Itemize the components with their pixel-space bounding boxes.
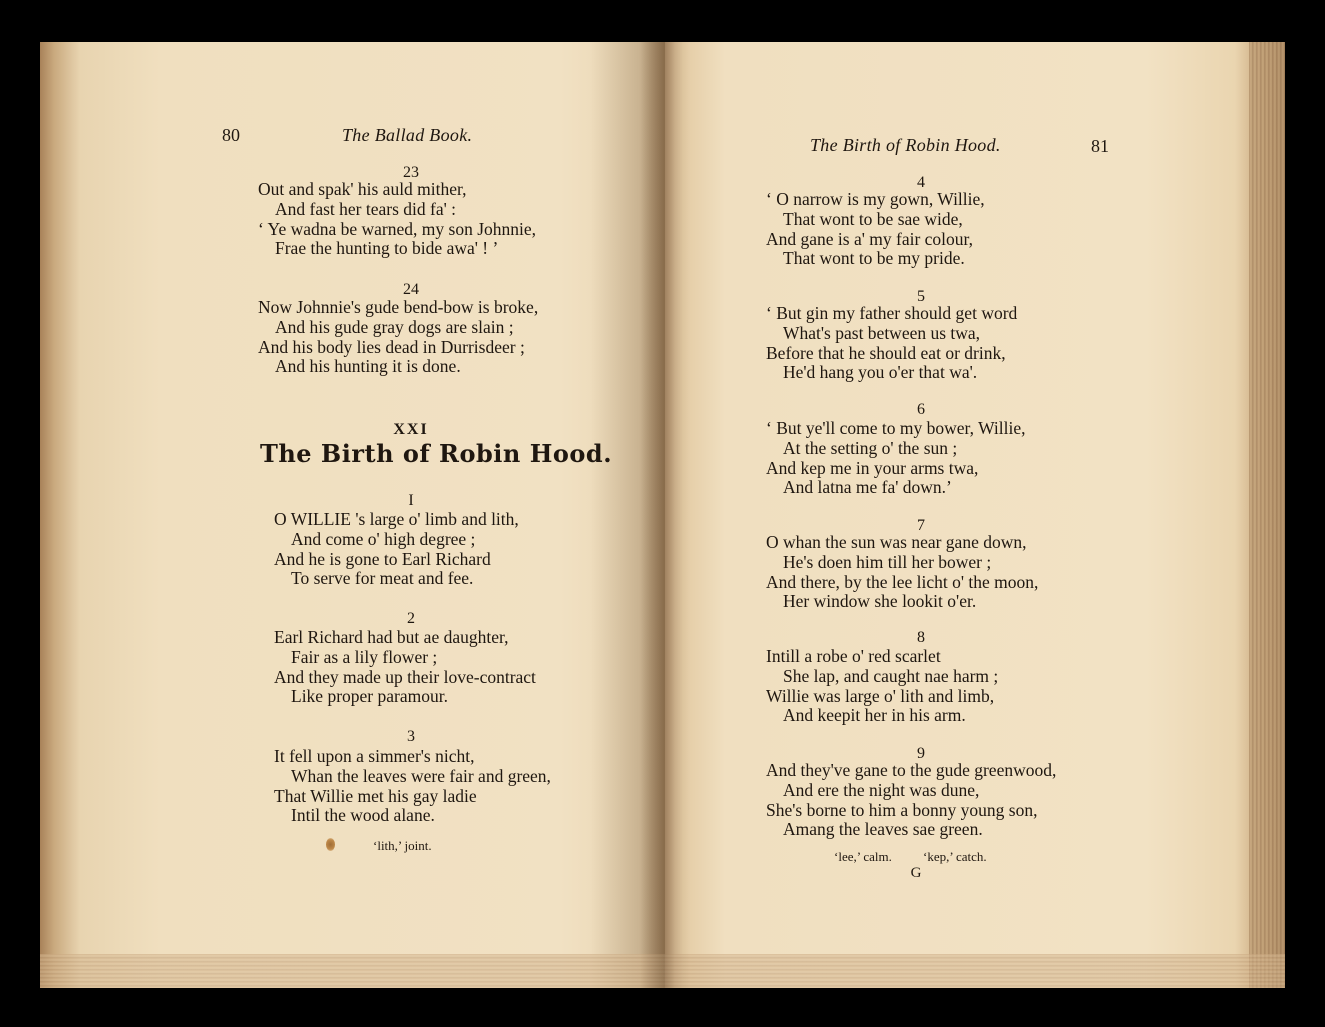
verse-line: Out and spak' his auld mither, xyxy=(258,179,467,199)
verse-line: And his gude gray dogs are slain ; xyxy=(275,316,514,337)
verse-line: Earl Richard had but ae daughter, xyxy=(274,627,509,647)
verse-line: That Willie met his gay ladie xyxy=(274,785,477,806)
stanza xyxy=(258,298,538,377)
verse-line: She lap, and caught nae harm ; xyxy=(783,665,999,686)
running-head: The Ballad Book. xyxy=(342,125,473,145)
verse-line: And his body lies dead in Durrisdeer ; xyxy=(258,336,525,357)
stanza-number: 4 xyxy=(917,174,925,191)
page-number: 81 xyxy=(1091,136,1109,156)
verse-line: To serve for meat and fee. xyxy=(291,568,474,589)
verse-line: And there, by the lee licht o' the moon, xyxy=(766,571,1039,592)
verse-line: And he is gone to Earl Richard xyxy=(274,548,491,569)
verse-line: And gane is a' my fair colour, xyxy=(766,228,974,249)
verse-line: Before that he should eat or drink, xyxy=(766,342,1006,363)
signature-mark: G xyxy=(910,865,922,881)
verse-line: And come o' high degree ; xyxy=(291,528,476,549)
stanza xyxy=(766,533,1038,612)
verse-line: Amang the leaves sae green. xyxy=(783,819,983,840)
verse-line: Whan the leaves were fair and green, xyxy=(291,765,551,786)
stanza-number: 24 xyxy=(403,281,419,298)
verse-line: At the setting o' the sun ; xyxy=(783,437,958,458)
stanza-number: 2 xyxy=(407,610,415,627)
stanza-number: 23 xyxy=(403,164,419,181)
verse-line: ‘ Ye wadna be warned, my son Johnnie, xyxy=(258,218,537,239)
verse-line: And fast her tears did fa' : xyxy=(275,198,457,219)
stanza xyxy=(766,761,1056,840)
verse-line: Intill a robe o' red scarlet xyxy=(766,646,941,666)
footnote: ‘kep,’ catch. xyxy=(923,849,987,864)
stanza xyxy=(766,190,985,269)
ballad-title: The Birth of Robin Hood. xyxy=(260,439,613,468)
stanza-number: 8 xyxy=(917,629,925,646)
page-edge-fore xyxy=(1249,42,1285,988)
verse-line: He'd hang you o'er that wa'. xyxy=(783,362,978,383)
verse-line: O WILLIE 's large o' limb and lith, xyxy=(274,509,519,529)
page-number: 80 xyxy=(222,125,240,145)
verse-line: What's past between us twa, xyxy=(783,322,981,343)
stanza-number: 9 xyxy=(917,745,925,762)
verse-line: That wont to be sae wide, xyxy=(783,208,963,229)
page-edge-bottom xyxy=(40,954,665,988)
stanza-number: 5 xyxy=(917,288,925,305)
page-edge-bottom xyxy=(665,954,1285,988)
verse-line: And they made up their love-contract xyxy=(274,666,536,687)
verse-line: And keepit her in his arm. xyxy=(783,705,966,726)
verse-line: He's doen him till her bower ; xyxy=(783,551,992,572)
verse-line: And his hunting it is done. xyxy=(275,356,461,377)
stanza xyxy=(258,180,536,259)
stanza xyxy=(766,419,1026,498)
verse-line: And kep me in your arms twa, xyxy=(766,457,979,478)
stanza xyxy=(274,628,536,707)
stanza xyxy=(274,747,551,826)
verse-line: Fair as a lily flower ; xyxy=(291,646,438,667)
verse-line: She's borne to him a bonny young son, xyxy=(766,799,1038,820)
verse-line: ‘ O narrow is my gown, Willie, xyxy=(766,189,985,209)
verse-line: And they've gane to the gude greenwood, xyxy=(766,760,1057,780)
stanza xyxy=(766,647,998,726)
stanza-number: 7 xyxy=(917,517,925,534)
verse-line: Frae the hunting to bide awa' ! ’ xyxy=(275,238,499,259)
running-head: The Birth of Robin Hood. xyxy=(810,135,1001,155)
verse-line: Willie was large o' lith and limb, xyxy=(766,685,995,706)
footnote: ‘lith,’ joint. xyxy=(373,838,432,853)
footnote: ‘lee,’ calm. xyxy=(834,849,892,864)
foxing-stain xyxy=(326,838,335,851)
ballad-number: XXI xyxy=(393,421,429,438)
open-book xyxy=(40,42,1285,988)
verse-line: Intil the wood alane. xyxy=(291,805,435,826)
verse-line: Now Johnnie's gude bend-bow is broke, xyxy=(258,297,539,317)
verse-line: It fell upon a simmer's nicht, xyxy=(274,746,475,766)
stanza-number: 3 xyxy=(407,728,415,745)
verse-line: And ere the night was dune, xyxy=(783,779,980,800)
verse-line: Like proper paramour. xyxy=(291,686,448,707)
verse-line: Her window she lookit o'er. xyxy=(783,591,977,612)
verse-line: ‘ But gin my father should get word xyxy=(766,303,1018,323)
stanza-number: 6 xyxy=(917,401,925,418)
stanza-number: I xyxy=(408,492,414,509)
right-page xyxy=(665,42,1285,988)
verse-line: ‘ But ye'll come to my bower, Willie, xyxy=(766,418,1026,438)
verse-line: That wont to be my pride. xyxy=(783,248,965,269)
left-page xyxy=(40,42,665,988)
stanza xyxy=(274,510,519,589)
stanza xyxy=(766,304,1017,383)
verse-line: And latna me fa' down.’ xyxy=(783,477,952,498)
verse-line: O whan the sun was near gane down, xyxy=(766,532,1027,552)
